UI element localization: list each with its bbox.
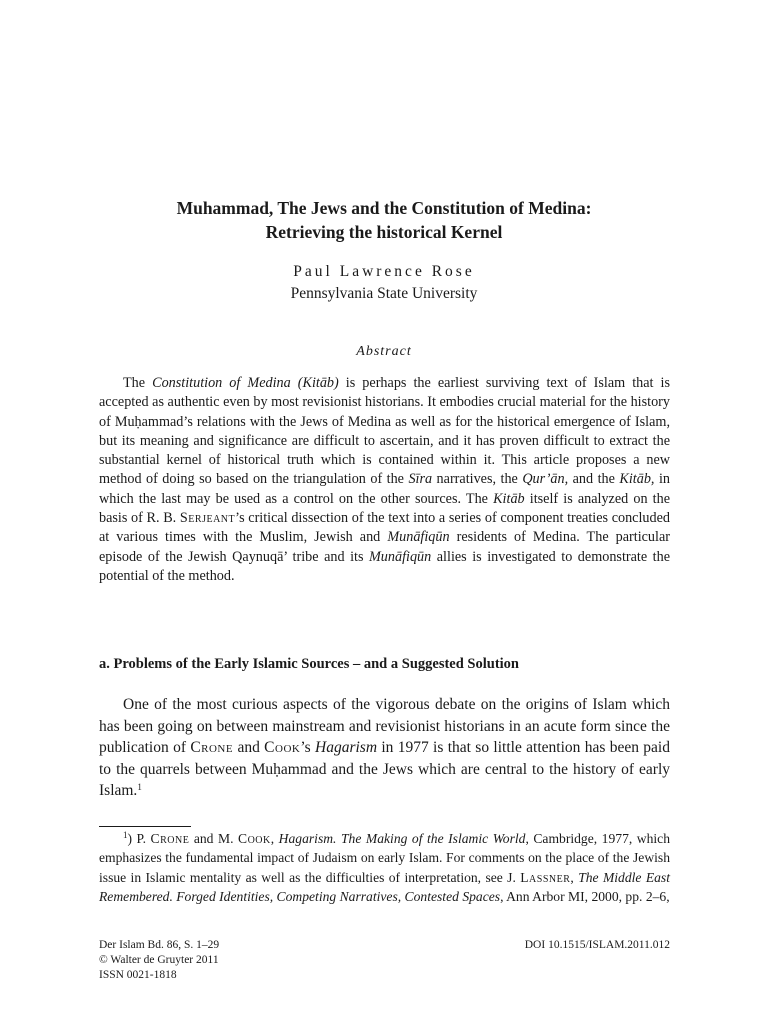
footnote: $^1$) P. Crone and M. Cook, Hagarism. The Making of the Islamic World, Cambridge, 1977, which emphasizes the fundamental impact of Judaism on early Islam. For comments on the place of the Jewish issue in Islamic mentality as well as the difficulties of interpretation, see J. Lassner, The Middle East Remembered. Forged Identities, Competing Narratives, Contested Spaces, Ann Arbor MI, 2000, pp. 2–6,	[99, 830, 671, 905]
section-heading: a. Problems of the Early Islamic Sources – and a Suggested Solution	[99, 656, 519, 672]
abstract-body: The Constitution of Medina (Kitāb) is perhaps the earliest surviving text of Islam that is accepted as authentic even by most revisionist historians. It embodies crucial material for the history of Muḥammad’s relations with the Jews of Medina as well as for the historical emergence of Islam, but its meaning and significance are difficult to ascertain, and it has proven difficult to extract the substantial kernel of historical truth which is contained within it. This article proposes a new method of doing so based on the triangulation of the Sīra narratives, the Qur’ān, and the Kitāb, in which the last may be used as a control on the other sources. The Kitāb itself is analyzed on the basis of R. B. Serjeant’s critical dissection of the text into a series of component treaties concluded at various times with the Muslim, Jewish and Munāfiqūn residents of Medina. The particular episode of the Jewish Qaynuqā’ tribe and its Munāfiqūn allies is investigated to demonstrate the potential of the method.	[99, 375, 671, 584]
issn: ISSN 0021-1818	[99, 969, 177, 981]
journal-citation: Der Islam Bd. 86, S. 1–29	[99, 939, 220, 951]
doi[interactable]: DOI 10.1515/ISLAM.2011.012	[524, 939, 670, 951]
copyright-notice: © Walter de Gruyter 2011	[99, 954, 219, 966]
title-line-2: Retrieving the historical Kernel	[265, 222, 503, 242]
footnote-ref[interactable]: 1	[137, 782, 142, 792]
article-title	[96, 196, 672, 244]
publication-info	[99, 938, 219, 983]
title-line-1: Muhammad, The Jews and the Constitution of Medina:	[176, 198, 592, 218]
author-affiliation: Pennsylvania State University	[290, 285, 478, 302]
abstract-heading: Abstract	[356, 344, 412, 359]
footnote-rule	[99, 826, 191, 827]
author-name: Paul Lawrence Rose	[293, 263, 475, 280]
body-paragraph: One of the most curious aspects of the vigorous debate on the origins of Islam which has been going on between mainstream and revisionist historians in an acute form since the publication of Crone and Cook’s Hagarism in 1977 is that so little attention has been paid to the quarrels between Muḥammad and the Jews which are central to the history of early Islam.$^1$	[99, 696, 670, 799]
footnote-number: 1	[123, 830, 128, 840]
